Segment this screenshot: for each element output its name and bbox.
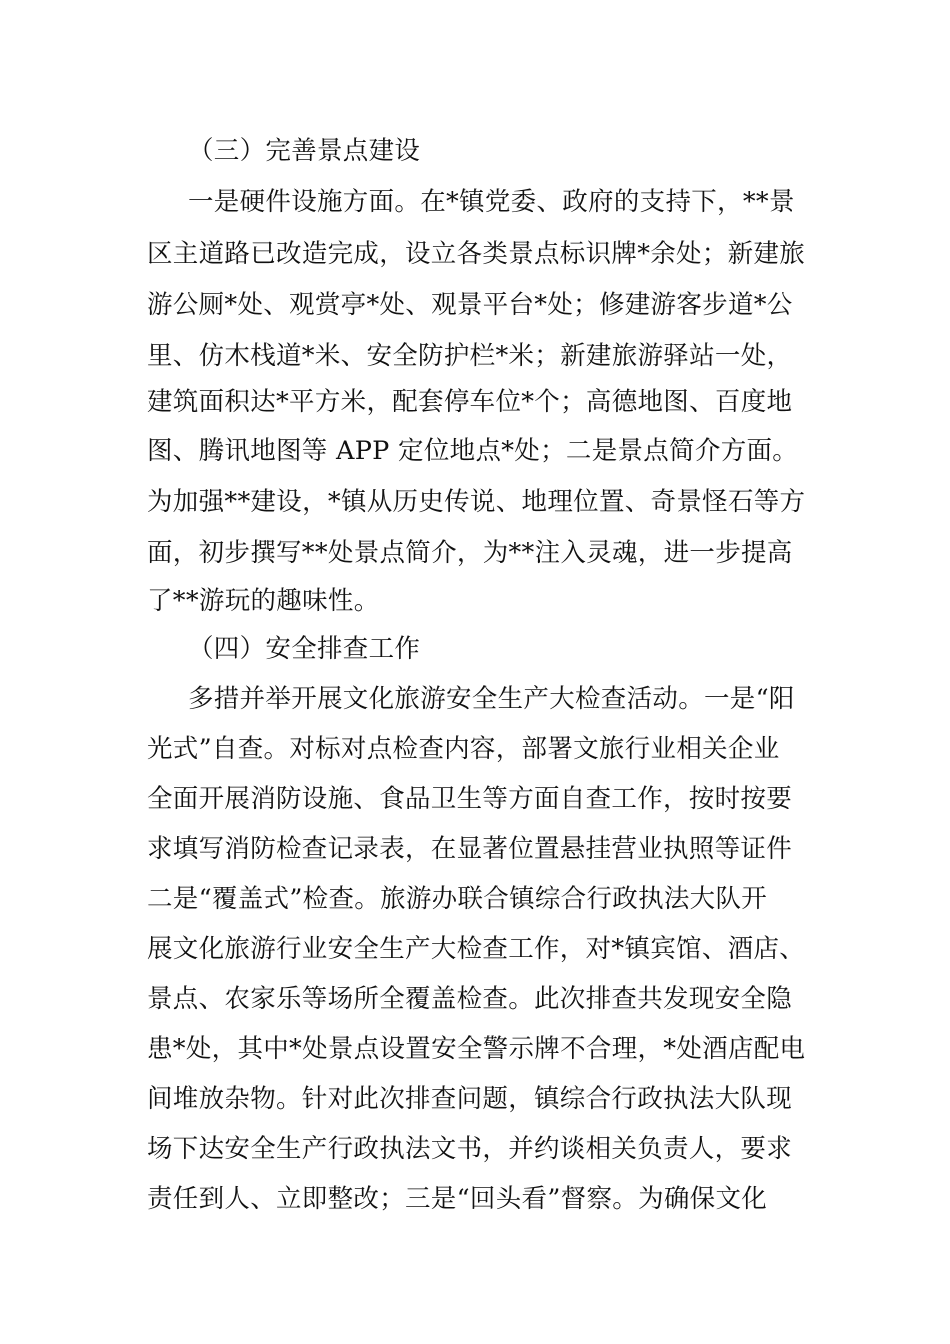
paragraph-line: 多措并举开展文化旅游安全生产大检查活动。一是“阳 xyxy=(188,684,795,714)
paragraph-line: 游公厕*处、观赏亭*处、观景平台*处；修建游客步道*公 xyxy=(147,290,793,320)
paragraph-line: 里、仿木栈道*米、安全防护栏*米；新建旅游驿站一处， xyxy=(147,341,793,371)
paragraph-line: 区主道路已改造完成，设立各类景点标识牌*余处；新建旅 xyxy=(147,239,806,269)
paragraph-line: 全面开展消防设施、食品卫生等方面自查工作，按时按要 xyxy=(147,784,793,814)
paragraph-line: 面，初步撰写**处景点简介，为**注入灵魂，进一步提高 xyxy=(147,538,793,568)
paragraph-line: 间堆放杂物。针对此次排查问题，镇综合行政执法大队现 xyxy=(147,1084,793,1114)
paragraph-line: 展文化旅游行业安全生产大检查工作，对*镇宾馆、酒店、 xyxy=(147,934,806,964)
paragraph-line: 图、腾讯地图等 APP 定位地点*处；二是景点简介方面。 xyxy=(147,436,799,466)
paragraph-line: 了**游玩的趣味性。 xyxy=(147,586,380,616)
paragraph-line: 患*处，其中*处景点设置安全警示牌不合理，*处酒店配电 xyxy=(147,1034,806,1064)
paragraph-line: 为加强**建设，*镇从历史传说、地理位置、奇景怪石等方 xyxy=(147,487,806,517)
paragraph-line: 景点、农家乐等场所全覆盖检查。此次排查共发现安全隐 xyxy=(147,984,793,1014)
paragraph-line: 一是硬件设施方面。在*镇党委、政府的支持下，**景 xyxy=(188,187,795,217)
paragraph-line: 建筑面积达*平方米，配套停车位*个；高德地图、百度地 xyxy=(147,387,793,417)
paragraph-line: 场下达安全生产行政执法文书，并约谈相关负责人，要求 xyxy=(147,1134,793,1164)
paragraph-line: 二是“覆盖式”检查。旅游办联合镇综合行政执法大队开 xyxy=(147,884,768,914)
paragraph-line: 光式”自查。对标对点检查内容，部署文旅行业相关企业 xyxy=(147,734,780,764)
paragraph-line: 责任到人、立即整改；三是“回头看”督察。为确保文化 xyxy=(147,1184,768,1214)
section-heading-4: （四）安全排查工作 xyxy=(188,634,421,664)
section-heading-3: （三）完善景点建设 xyxy=(188,136,421,166)
paragraph-line: 求填写消防检查记录表，在显著位置悬挂营业执照等证件 xyxy=(147,834,793,864)
